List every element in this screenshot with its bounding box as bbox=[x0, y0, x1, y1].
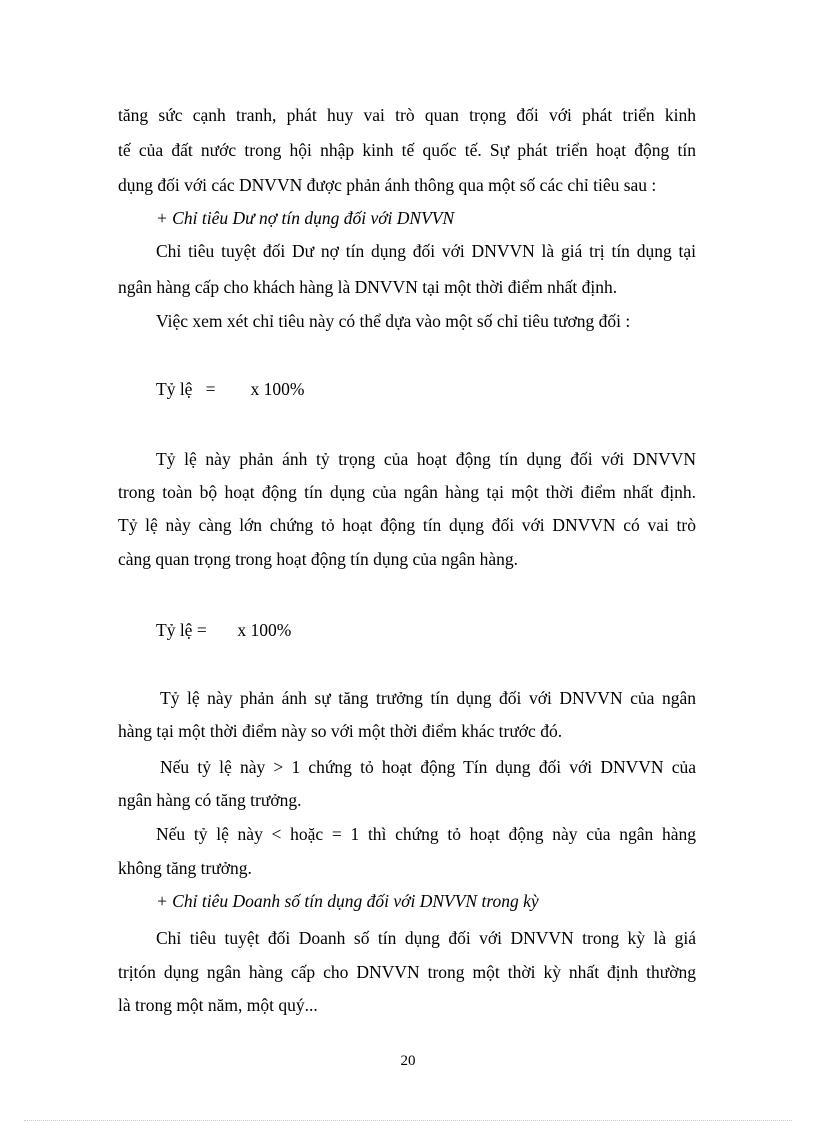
formula-ratio-2: Tỷ lệ = x 100% bbox=[156, 620, 292, 640]
body-line: Tỷ lệ này phản ánh tỷ trọng của hoạt động tín dụng đối với DNVVN bbox=[156, 449, 696, 469]
body-line: càng quan trọng trong hoạt động tín dụng của ngân hàng. bbox=[118, 549, 518, 569]
body-line: trong toàn bộ hoạt động tín dụng của ngân hàng tại một thời điểm nhất định. bbox=[118, 482, 696, 502]
body-line: ngân hàng có tăng trưởng. bbox=[118, 790, 302, 810]
body-line: Tỷ lệ này càng lớn chứng tỏ hoạt động tín dụng đối với DNVVN có vai trò bbox=[118, 515, 696, 535]
body-line: Chỉ tiêu tuyệt đối Doanh số tín dụng đối với DNVVN trong kỳ là giá bbox=[156, 928, 696, 948]
section-heading-du-no: + Chỉ tiêu Dư nợ tín dụng đối với DNVVN bbox=[156, 208, 455, 228]
body-line: Tỷ lệ này phản ánh sự tăng trưởng tín dụng đối với DNVVN của ngân bbox=[160, 688, 696, 708]
body-line: hàng tại một thời điểm này so với một thời điểm khác trước đó. bbox=[118, 721, 563, 741]
body-line: là trong một năm, một quý... bbox=[118, 995, 318, 1015]
body-line: tế của đất nước trong hội nhập kinh tế quốc tế. Sự phát triển hoạt động tín bbox=[118, 140, 696, 160]
page-break-divider bbox=[24, 1120, 792, 1121]
body-line: Nếu tỷ lệ này < hoặc = 1 thì chứng tỏ hoạt động này của ngân hàng bbox=[156, 824, 696, 844]
formula-ratio-1: Tỷ lệ = x 100% bbox=[156, 379, 305, 399]
page-number: 20 bbox=[400, 1053, 416, 1069]
body-line: Chỉ tiêu tuyệt đối Dư nợ tín dụng đối với DNVVN là giá trị tín dụng tại bbox=[156, 241, 696, 261]
body-line: Việc xem xét chỉ tiêu này có thể dựa vào một số chỉ tiêu tương đối : bbox=[156, 311, 631, 331]
body-line: ngân hàng cấp cho khách hàng là DNVVN tại một thời điểm nhất định. bbox=[118, 277, 618, 297]
section-heading-doanh-so: + Chỉ tiêu Doanh số tín dụng đối với DNVVN trong kỳ bbox=[156, 891, 539, 911]
body-line: tăng sức cạnh tranh, phát huy vai trò quan trọng đối với phát triển kinh bbox=[118, 105, 696, 125]
body-line: không tăng trưởng. bbox=[118, 858, 252, 878]
body-line: dụng đối với các DNVVN được phản ánh thông qua một số các chỉ tiêu sau : bbox=[118, 175, 657, 195]
body-line: trịtón dụng ngân hàng cấp cho DNVVN trong một thời kỳ nhất định thường bbox=[118, 962, 696, 982]
body-line: Nếu tỷ lệ này > 1 chứng tỏ hoạt động Tín dụng đối với DNVVN của bbox=[160, 757, 696, 777]
